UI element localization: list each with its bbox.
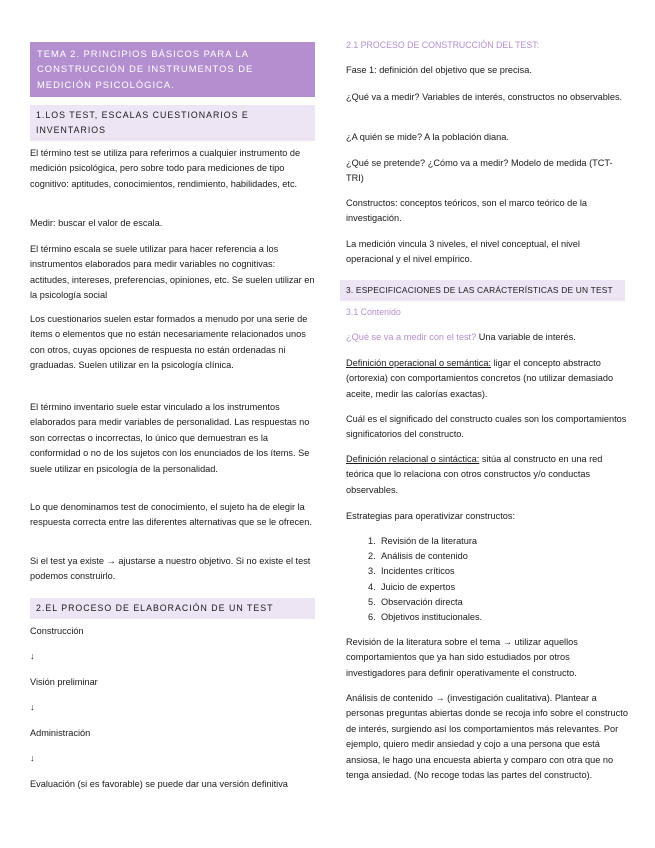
list-item <box>346 595 622 610</box>
list-item <box>346 534 622 549</box>
paragraph-definicion-relacional <box>346 452 628 498</box>
definition-text: sitúa al constructo en una red teórica que lo relaciona con otros constructos y/o conductas observables. <box>346 454 603 495</box>
list-item-number: 3. <box>368 566 376 577</box>
topic-title: TEMA 2. PRINCIPIOS BÁSICOS PARA LA CONSTRUCCIÓN DE INSTRUMENTOS DE MEDICIÓN PSICOLÓGICA. <box>37 48 254 90</box>
paragraph-significado: Cuál es el significado del constructo cuales son los comportamientos significatorios del constructo. <box>346 414 627 440</box>
paragraph-cuestionarios: Los cuestionarios suelen estar formados a menudo por una serie de ítems o elementos que no están necesariamente relacionados unos con otros, cuyas opciones de respuesta no están ordenadas ni graduadas. Suelen utilizar en la psicología clínica. <box>30 314 308 371</box>
paragraph-que-se-va-a-medir <box>346 330 628 345</box>
paragraph-conocimiento: Lo que denominamos test de conocimiento, el sujeto ha de elegir la respuesta correcta entre las diferentes alternativas que se le ofrecen. <box>30 502 312 528</box>
paragraph-definicion-operacional <box>346 356 628 402</box>
step-administracion: Administración <box>30 728 91 738</box>
section3-heading: 3. ESPECIFICACIONES DE LAS CARÁCTERÍSTICAS DE UN TEST <box>346 285 613 295</box>
paragraph-inventario: El término inventario suele estar vinculado a los instrumentos elaborados para medir variables de personalidad. Las respuestas no son correctas o incorrectas, lo único que demuestran es la conformidad o no de los sujetos con los enunciados de los ítems. Se suele utilizar en psicología de la personalidad. <box>30 402 310 474</box>
section1-heading: 1.LOS TEST, ESCALAS CUESTIONARIOS E INVENTARIOS <box>36 110 249 136</box>
paragraph-analisis-contenido: Análisis de contenido → (investigación cualitativa). Plantear a personas preguntas abiertas donde se recoja info sobre el constructo de interés, surgiendo así los comportamientos más relevantes. Por ejemplo, quiero medir ansiedad y cojo a una persona que está ansiosa, le hago una encuesta abierta y comparo con otra que no tenga ansiedad. (No recoge todas las partes del constructo). <box>346 693 628 781</box>
paragraph-medir: Medir: buscar el valor de escala. <box>30 218 163 228</box>
list-item-number: 5. <box>368 596 376 607</box>
term-definicion-operacional: Definición operacional o semántica: <box>346 358 492 368</box>
subsection-2-1-heading: 2.1 PROCESO DE CONSTRUCCIÓN DEL TEST: <box>346 40 540 50</box>
answer-text: Una variable de interés. <box>476 332 576 342</box>
list-item-number: 2. <box>368 551 376 562</box>
definition-text: ligar el concepto abstracto (ortorexia) con comportamientos concretos (no utilizar demasiado aceite, medir las calorías exactas). <box>346 358 614 399</box>
paragraph-escala: El término escala se suele utilizar para hacer referencia a los instrumentos elaborados para medir variables no cognitivas: actitudes, intereses, preferencias, opiniones, etc. Se suelen utilizar en la psicología social <box>30 244 315 301</box>
paragraph-constructos: Constructos: conceptos teóricos, son el marco teórico de la investigación. <box>346 198 588 224</box>
list-item-number: 1. <box>368 536 376 546</box>
down-arrow: ↓ <box>30 651 35 661</box>
section2-banner <box>30 598 315 619</box>
section2-heading: 2.EL PROCESO DE ELABORACIÓN DE UN TEST <box>36 603 274 613</box>
down-arrow: ↓ <box>30 753 35 763</box>
paragraph-test: El término test se utiliza para referirnos a cualquier instrumento de medición psicológica, pero sobre todo para mediciones de tipo cognitivo: aptitudes, conocimientos, rendimiento, habilidades, etc. <box>30 148 301 189</box>
paragraph-test-existe: Si el test ya existe → ajustarse a nuestro objetivo. Si no existe el test podemos construirlo. <box>30 556 311 582</box>
step-vision-preliminar: Visión preliminar <box>30 677 98 687</box>
list-item-number: 6. <box>368 612 376 623</box>
list-item-text: Incidentes críticos <box>381 566 455 577</box>
list-item <box>346 549 622 564</box>
question-text: ¿Qué se va a medir con el test? <box>346 332 477 342</box>
list-item-text: Juicio de expertos <box>381 581 456 592</box>
paragraph-fase1: Fase 1: definición del objetivo que se precisa. <box>346 65 532 75</box>
list-item <box>346 564 622 579</box>
step-construccion: Construcción <box>30 626 84 636</box>
subsection-3-1-heading: 3.1 Contenido <box>346 307 401 317</box>
paragraph-medicion: La medición vincula 3 niveles, el nivel conceptual, el nivel operacional y el nivel empírico. <box>346 239 580 265</box>
list-item-number: 4. <box>368 581 376 592</box>
section1-banner <box>30 105 315 141</box>
term-definicion-relacional: Definición relacional o sintáctica: <box>346 454 480 464</box>
section3-banner <box>340 280 625 301</box>
down-arrow: ↓ <box>30 702 35 712</box>
paragraph-estrategias: Estrategias para operativizar constructos: <box>346 511 516 521</box>
paragraph-revision-literatura: Revisión de la literatura sobre el tema → utilizar aquellos comportamientos que ya han sido estudiados por otros investigadores para definir operativamente el constructo. <box>346 637 578 678</box>
list-item-text: Revisión de la literatura <box>381 536 478 546</box>
list-item-text: Observación directa <box>381 596 463 607</box>
list-item-text: Objetivos institucionales. <box>381 612 483 623</box>
list-item <box>346 610 622 625</box>
paragraph-que-pretende: ¿Qué se pretende? ¿Cómo va a medir? Modelo de medida (TCT- TRI) <box>346 158 613 184</box>
topic-title-banner <box>30 42 315 97</box>
paragraph-a-quien: ¿A quién se mide? A la población diana. <box>346 132 509 142</box>
strategies-list <box>346 534 622 625</box>
list-item <box>346 580 622 595</box>
step-evaluacion: Evaluación (si es favorable) se puede dar una versión definitiva <box>30 779 288 789</box>
paragraph-que-medir: ¿Qué va a medir? Variables de interés, constructos no observables. <box>346 92 623 102</box>
list-item-text: Análisis de contenido <box>381 551 468 562</box>
